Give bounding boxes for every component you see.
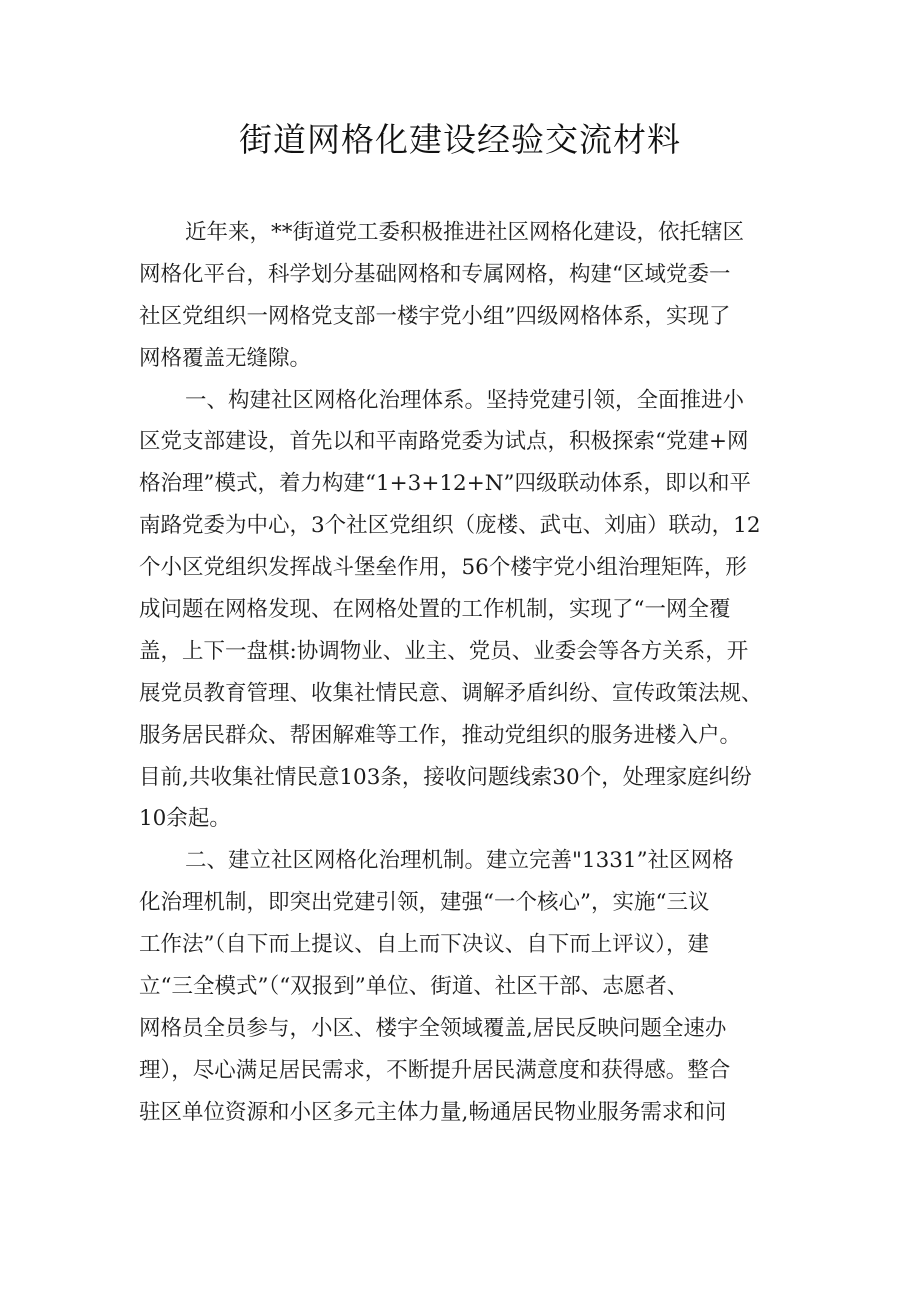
paragraph-line: 工作法”（自下而上提议、自上而下决议、自下而上评议），建: [139, 932, 709, 958]
paragraph-line: 格治理”模式，着力构建“1+3+12+N”四级联动体系，即以和平: [139, 471, 752, 497]
paragraph-line: 目前,共收集社情民意103条，接收问题线索30个，处理家庭纠纷: [139, 764, 752, 790]
paragraph-line: 驻区单位资源和小区多元主体力量,畅通居民物业服务需求和问: [139, 1099, 727, 1125]
paragraph-line: 区党支部建设，首先以和平南路党委为试点，积极探索“党建+网: [139, 429, 749, 455]
paragraph-line: 个小区党组织发挥战斗堡垒作用，56个楼宇党小组治理矩阵，形: [139, 555, 747, 581]
document-title: 街道网格化建设经验交流材料: [239, 120, 681, 159]
paragraph-line: 盖，上下一盘棋:协调物业、业主、党员、业委会等各方关系，开: [139, 638, 749, 664]
paragraph-line: 二、建立社区网格化治理机制。建立完善"1331”社区网格: [185, 848, 734, 874]
paragraph-line: 立“三全模式”（“双报到”单位、街道、社区干部、志愿者、: [139, 974, 689, 1000]
paragraph-line: 网格员全员参与，小区、楼宇全领域覆盖,居民反映问题全速办: [139, 1015, 727, 1041]
paragraph-line: 10余起。: [139, 806, 231, 832]
paragraph-line: 网格化平台，科学划分基础网格和专属网格，构建“区域党委一: [139, 261, 731, 287]
paragraph-line: 成问题在网格发现、在网格处置的工作机制，实现了“一网全覆: [139, 597, 731, 623]
paragraph-line: 近年来，**街道党工委积极推进社区网格化建设，依托辖区: [185, 220, 745, 245]
paragraph-line: 理），尽心满足居民需求，不断提升居民满意度和获得感。整合: [139, 1057, 731, 1083]
paragraph-line: 社区党组织一网格党支部一楼宇党小组”四级网格体系，实现了: [139, 303, 731, 329]
document-body: [139, 212, 795, 1134]
paragraph-line: 网格覆盖无缝隙。: [139, 345, 312, 371]
paragraph-line: 一、构建社区网格化治理体系。坚持党建引领，全面推进小: [185, 387, 745, 413]
paragraph-section-2: [139, 840, 795, 1133]
paragraph-line: 服务居民群众、帮困解难等工作，推动党组织的服务进楼入户。: [139, 722, 742, 748]
paragraph-section-1: [139, 380, 795, 841]
paragraph-intro: [139, 212, 795, 380]
paragraph-line: 南路党委为中心，3个社区党组织（庞楼、武屯、刘庙）联动，12: [139, 513, 761, 539]
paragraph-line: 化治理机制，即突出党建引领，建强“一个核心”，实施“三议: [139, 890, 710, 916]
paragraph-line: 展党员教育管理、收集社情民意、调解矛盾纠纷、宣传政策法规、: [139, 680, 763, 706]
